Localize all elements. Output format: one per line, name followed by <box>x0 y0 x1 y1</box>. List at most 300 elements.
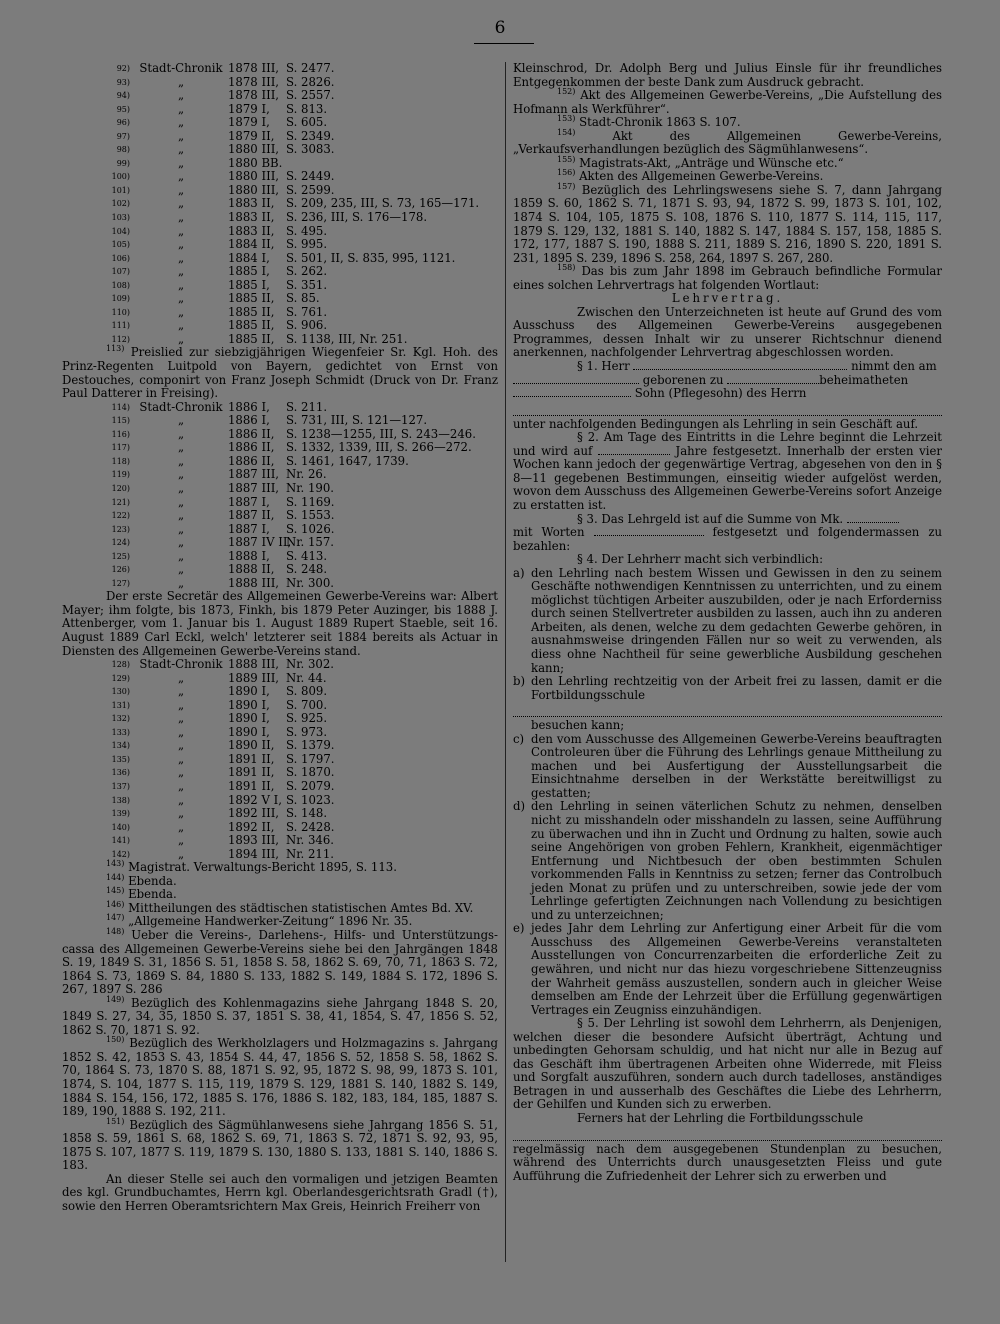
chronik-ref: S. 1797. <box>286 751 335 766</box>
chronik-list-a <box>62 62 498 346</box>
chronik-yr: 1887 I, <box>228 521 270 536</box>
chronik-yr: 1879 II, <box>228 128 275 143</box>
chronik-src: „ <box>177 467 185 482</box>
chronik-entry <box>62 116 498 130</box>
chronik-src: „ <box>177 535 185 550</box>
chronik-src: „ <box>177 196 185 211</box>
chronik-fn: 122) <box>111 511 130 521</box>
chronik-src: „ <box>177 833 185 848</box>
chronik-ref: S. 413. <box>286 548 328 563</box>
chronik-fn: 128) <box>111 660 130 670</box>
chronik-yr: 1888 I, <box>228 548 270 563</box>
paragraph-1-line4: unter nachfolgenden Bedingungen als Lehrling in sein Geschäft auf. <box>513 416 919 431</box>
chronik-yr: 1891 II, <box>228 778 275 793</box>
chronik-ref: S. 1553. <box>286 508 335 523</box>
chronik-yr: 1890 I, <box>228 724 270 739</box>
chronik-fn: 138) <box>111 795 130 805</box>
chronik-ref: S. 1870. <box>286 765 335 780</box>
chronik-src: „ <box>177 237 185 252</box>
chronik-entry <box>62 766 498 780</box>
footnote-151: $^{151)}$ Bezüglich des Sägmühlanwesens siehe Jahrgang 1856 S. 51, 1858 S. 59, 1861 S. 68, 1862 S. 69, 71, 1863 S. 72, 1871 S. 92, 93, 95, 1875 S. 107, 1877 S. 119, 1879 S. 130, 1880 S. 133, 1881 S. 140, 1886 S. 183. <box>62 1116 498 1173</box>
chronik-yr: 1892 V I, <box>228 792 282 807</box>
chronik-yr: 1887 I, <box>228 494 270 509</box>
chronik-src: „ <box>177 521 185 536</box>
footnote-155: $^{155)}$ Magistrats-Akt, „Anträge und Wünsche etc.“ <box>557 154 844 170</box>
chronik-entry <box>62 753 498 767</box>
chronik-entry <box>62 780 498 794</box>
chronik-entry <box>62 279 498 293</box>
chronik-fn: 92) <box>116 64 130 73</box>
left-column <box>62 62 498 1213</box>
chronik-ref: S. 1461, 1647, 1739. <box>286 453 409 468</box>
footnote-154: $^{154)}$ Akt des Allgemeinen Gewerbe-Vereins, „Verkaufsverhandlungen bezüglich des Sägmühlanwesens“. <box>513 127 943 157</box>
chronik-fn: 106) <box>111 253 130 263</box>
chronik-yr: 1887 III, <box>228 480 280 495</box>
chronik-src: „ <box>177 318 185 333</box>
chronik-ref: S. 2449. <box>286 169 335 184</box>
continued-paragraph: Kleinschrod, Dr. Adolph Berg und Julius Einsle für ihr freundliches Entgegenkommen der beste Dank zum Ausdruck gebracht. <box>513 61 942 89</box>
footnote-145: $^{145)}$ Ebenda. <box>106 886 177 902</box>
chronik-fn: 135) <box>111 754 130 764</box>
chronik-fn: 110) <box>111 307 130 317</box>
chronik-ref: S. 813. <box>286 101 328 116</box>
chronik-entry <box>62 455 498 469</box>
chronik-yr: 1892 II, <box>228 819 275 834</box>
chronik-src: „ <box>177 210 185 225</box>
footnote-150: $^{150)}$ Bezüglich des Werkholzlagers und Holzmagazins s. Jahrgang 1852 S. 42, 1853 S. 43, 1854 S. 44, 47, 1856 S. 52, 1858 S. 58, 1862 S. 70, 1864 S. 73, 1870 S. 88, 1871 S. 92, 95, 1872 S. 98, 99, 1873 S. 101, 1874, S. 104, 1877 S. 115, 119, 1879 S. 129, 1881 S. 140, 1882 S. 149, 1884 S. 154, 156, 172, 1885 S. 176, 1886 S. 182, 183, 184, 185, 1887 S. 189, 190, 1888 S. 192, 211. <box>62 1035 498 1119</box>
chronik-entry <box>62 834 498 848</box>
chronik-fn: 126) <box>111 565 130 575</box>
obligation-item <box>513 922 942 1017</box>
chronik-ref: S. 148. <box>286 806 328 821</box>
chronik-fn: 107) <box>111 267 130 277</box>
chronik-fn: 108) <box>111 280 130 290</box>
obligation-text: den Lehrling rechtzeitig von der Arbeit frei zu lassen, damit er die Fortbildungsschule <box>531 674 942 702</box>
chronik-ref: S. 2477. <box>286 61 335 75</box>
chronik-entry <box>62 319 498 333</box>
chronik-fn: 132) <box>111 714 130 724</box>
chronik-yr: 1887 III, <box>228 467 280 482</box>
chronik-entry <box>62 76 498 90</box>
chronik-entry <box>62 157 498 171</box>
chronik-src: Stadt-Chronik <box>139 399 223 414</box>
footnote-153: $^{153)}$ Stadt-Chronik 1863 S. 107. <box>557 114 741 130</box>
chronik-yr: 1883 II, <box>228 223 275 238</box>
chronik-src: „ <box>177 670 185 685</box>
footnote-147: $^{147)}$ „Allgemeine Handwerker-Zeitung“ 1896 Nr. 35. <box>106 913 413 929</box>
chronik-src: „ <box>177 711 185 726</box>
chronik-entry <box>62 306 498 320</box>
chronik-src: „ <box>177 806 185 821</box>
chronik-src: „ <box>177 74 185 89</box>
chronik-yr: 1889 III, <box>228 670 280 685</box>
chronik-yr: 1880 III, <box>228 142 280 157</box>
chronik-entry <box>62 563 498 577</box>
chronik-yr: 1890 II, <box>228 738 275 753</box>
chronik-yr: 1883 II, <box>228 210 275 225</box>
chronik-yr: 1884 II, <box>228 237 275 252</box>
chronik-yr: 1885 II, <box>228 291 275 306</box>
obligation-text: den vom Ausschusse des Allgemeinen Gewerbe-Vereins beauftragten Controleuren über die Führung des Lehrlings genaue Mittheilung zu machen und bei Ausfertigung der Ausstellungsarbeit die Einsichtnahme derselben in der Werkstätte bereitwilligst zu gestatten; <box>531 731 942 800</box>
paragraph-4: § 4. Der Lehrherr macht sich verbindlich: <box>577 552 824 567</box>
chronik-yr: 1887 IV II, <box>228 535 292 550</box>
chronik-src: Stadt-Chronik <box>139 657 223 672</box>
contract-title: Lehrvertrag. <box>671 291 784 306</box>
chronik-ref: S. 2599. <box>286 182 335 197</box>
chronik-fn: 104) <box>111 226 130 236</box>
chronik-entry <box>62 550 498 564</box>
chronik-yr: 1892 III, <box>228 806 280 821</box>
chronik-yr: 1878 III, <box>228 88 280 103</box>
chronik-entry <box>62 712 498 726</box>
chronik-ref: S. 209, 235, III, S. 73, 165—171. <box>286 196 480 211</box>
obligation-text: den Lehrling in seinen väterlichen Schutz zu nehmen, denselben nicht zu misshandeln oder misshandeln zu lassen, seine Aufführung zu überwachen und ihn in Zucht und Ordnung zu halten, sowie auch seine Angehörigen von groben Fehlern, Krankheit, eigenmächtiger Entfernung und Nichtbesuch der oben bestimmten Schulen vorkommenden Falls in Kenntniss zu setzen; ferner das Controlbuch jeden Monat zu prüfen und zu unterschreiben, sowie jede der vom Lehrlinge gefertigten Zeichnungen nach Vollendung zu besichtigen und zu unterzeichnen; <box>531 799 942 922</box>
chronik-src: „ <box>177 142 185 157</box>
chronik-fn: 127) <box>111 578 130 588</box>
chronik-src: „ <box>177 453 185 468</box>
blank-school-line-2 <box>513 1127 942 1141</box>
chronik-ref: S. 906. <box>286 318 328 333</box>
chronik-src: „ <box>177 440 185 455</box>
obligation-label: a) <box>513 565 525 580</box>
besuchen-line: besuchen kann; <box>531 718 625 733</box>
chronik-fn: 119) <box>111 470 130 480</box>
chronik-yr: 1878 III, <box>228 61 280 75</box>
column-divider <box>505 62 506 1262</box>
chronik-fn: 142) <box>111 849 130 859</box>
chronik-yr: 1883 II, <box>228 196 275 211</box>
chronik-fn: 114) <box>111 402 130 412</box>
blank-place-field <box>727 383 819 384</box>
chronik-entry <box>62 89 498 103</box>
chronik-fn: 102) <box>111 199 130 209</box>
chronik-yr: 1880 III, <box>228 169 280 184</box>
chronik-src: Stadt-Chronik <box>139 61 223 75</box>
chronik-list-c <box>62 658 498 861</box>
chronik-ref: S. 262. <box>286 264 328 279</box>
chronik-fn: 105) <box>111 240 130 250</box>
chronik-ref: S. 2428. <box>286 819 335 834</box>
obligations-list-a <box>513 567 942 702</box>
footnote-157: $^{157)}$ Bezüglich des Lehrlingswesens siehe S. 7, dann Jahrgang 1859 S. 60, 1862 S. 71, 1871 S. 93, 94, 1872 S. 99, 1873 S. 101, 102, 1874 S. 104, 105, 1875 S. 108, 1876 S. 110, 1877 S. 114, 115, 117, 1879 S. 129, 132, 1881 S. 140, 1882 S. 147, 1884 S. 157, 158, 1885 S. 172, 177, 1887 S. 190, 1888 S. 211, 1889 S. 216, 1890 S. 220, 1891 S. 231, 1895 S. 239, 1896 S. 258, 264, 1897 S. 267, 280. <box>513 182 942 265</box>
chronik-entry <box>62 170 498 184</box>
chronik-src: „ <box>177 819 185 834</box>
chronik-src: „ <box>177 697 185 712</box>
chronik-yr: 1885 II, <box>228 304 275 319</box>
chronik-src: „ <box>177 250 185 265</box>
chronik-ref: Nr. 26. <box>286 467 327 482</box>
chronik-ref: S. 2349. <box>286 128 335 143</box>
chronik-yr: 1891 II, <box>228 765 275 780</box>
chronik-yr: 1890 I, <box>228 711 270 726</box>
chronik-src: „ <box>177 846 185 861</box>
footnote-152: $^{152)}$ Akt des Allgemeinen Gewerbe-Vereins, „Die Aufstellung des Hofmann als Werkführer“. <box>513 87 942 116</box>
chronik-fn: 121) <box>111 497 130 507</box>
chronik-src: „ <box>177 792 185 807</box>
chronik-fn: 133) <box>111 727 130 737</box>
chronik-entry <box>62 62 498 76</box>
chronik-ref: S. 731, III, S. 121—127. <box>286 413 428 428</box>
chronik-src: „ <box>177 331 185 346</box>
chronik-yr: 1886 II, <box>228 440 275 455</box>
chronik-entry <box>62 739 498 753</box>
chronik-entry <box>62 292 498 306</box>
chronik-entry <box>62 699 498 713</box>
chronik-fn: 139) <box>111 809 130 819</box>
chronik-yr: 1894 III, <box>228 846 280 861</box>
obligations-list-b <box>513 733 942 1017</box>
obligation-label: c) <box>513 731 525 746</box>
chronik-src: „ <box>177 182 185 197</box>
footnote-158: $^{158)}$ Das bis zum Jahr 1898 im Gebrauch befindliche Formular eines solchen Lehrvertrags hat folgenden Wortlaut: <box>513 263 942 292</box>
chronik-yr: 1888 II, <box>228 562 275 577</box>
chronik-fn: 129) <box>111 673 130 683</box>
chronik-entry <box>62 401 498 415</box>
chronik-yr: 1879 I, <box>228 115 270 130</box>
chronik-src: „ <box>177 548 185 563</box>
chronik-entry <box>62 807 498 821</box>
chronik-yr: 1880 III, <box>228 182 280 197</box>
chronik-src: „ <box>177 778 185 793</box>
chronik-ref: Nr. 300. <box>286 575 334 590</box>
chronik-fn: 112) <box>111 334 130 344</box>
chronik-src: „ <box>177 738 185 753</box>
paragraph-3: § 3. Das Lehrgeld ist auf die Summe von Mk. mit Worten festgesetzt und folgendermassen zu bezahlen: <box>513 511 943 553</box>
chronik-entry <box>62 577 498 591</box>
chronik-entry <box>62 685 498 699</box>
chronik-entry <box>62 414 498 428</box>
chronik-src: „ <box>177 155 185 170</box>
paragraph-1-line3: Sohn (Pflegesohn) des Herrn <box>513 387 942 401</box>
chronik-entry <box>62 103 498 117</box>
chronik-fn: 134) <box>111 741 130 751</box>
chronik-entry <box>62 225 498 239</box>
chronik-ref: S. 809. <box>286 684 328 699</box>
chronik-fn: 97) <box>116 131 130 141</box>
chronik-yr: 1885 I, <box>228 264 270 279</box>
footnote-144: $^{144)}$ Ebenda. <box>106 872 177 888</box>
chronik-entry <box>62 536 498 550</box>
chronik-fn: 111) <box>111 321 130 331</box>
chronik-fn: 140) <box>111 822 130 832</box>
chronik-ref: S. 501, II, S. 835, 995, 1121. <box>286 250 456 265</box>
chronik-fn: 118) <box>111 456 130 466</box>
chronik-ref: S. 248. <box>286 562 328 577</box>
chronik-ref: S. 1138, III, Nr. 251. <box>286 331 408 346</box>
paragraph-5: § 5. Der Lehrling ist sowohl dem Lehrherrn, als Denjenigen, welchen dieser die besondere Aufsicht überträgt, Achtung und unbedingten Gehorsam schuldig, und hat nicht nur alle in Bezug auf das Geschäft ihm übertragenen Arbeiten ohne Widerrede, mit Fleiss und Sorgfalt auszuführen, sondern auch durch tadelloses, anständiges Betragen in und ausserhalb des Geschäftes die Liebe des Lehrherrn, der Gehilfen und Kunden sich zu erwerben. <box>513 1016 942 1112</box>
chronik-ref: Nr. 190. <box>286 480 334 495</box>
chronik-ref: S. 351. <box>286 277 328 292</box>
chronik-yr: 1878 III, <box>228 74 280 89</box>
chronik-yr: 1885 II, <box>228 318 275 333</box>
chronik-ref: S. 1332, 1339, III, S. 266—272. <box>286 440 472 455</box>
chronik-entry <box>62 130 498 144</box>
chronik-ref: S. 2557. <box>286 88 335 103</box>
chronik-src: „ <box>177 751 185 766</box>
chronik-entry <box>62 658 498 672</box>
chronik-src: „ <box>177 169 185 184</box>
footnote-113: $^{113)}$ Preislied zur siebzigjährigen Wiegenfeier Sr. Kgl. Hoh. des Prinz-Regenten Luitpold von Bayern, gedichtet von Ernst von Destouches, componirt von Franz Joseph Schmidt (Druck von Dr. Franz Paul Datterer in Freising). <box>62 344 498 401</box>
paragraph-2: § 2. Am Tage des Eintritts in die Lehre beginnt die Lehrzeit und wird auf Jahre festgesetzt. Innerhalb der ersten vier Wochen kann jedoch der gegenwärtige Vertrag, abgesehen von den in § 8—11 gegebenen Bestimmungen, einseitig wieder aufgelöst werden, wovon dem Ausschuss des Allgemeinen Gewerbe-Vereins sofort Anzeige zu erstatten ist. <box>513 430 943 512</box>
chronik-ref: S. 2826. <box>286 74 335 89</box>
chronik-ref: S. 700. <box>286 697 328 712</box>
chronik-src: „ <box>177 115 185 130</box>
chronik-entry <box>62 482 498 496</box>
chronik-yr: 1891 II, <box>228 751 275 766</box>
contract-intro: Zwischen den Unterzeichneten ist heute auf Grund des vom Ausschuss des Allgemeinen Gewerbe-Vereins ausgegebenen Programmes, dessen Inhalt wir zu unserer Richtschnur dienend anerkennen, nachfolgender Lehrvertrag abgeschlossen worden. <box>513 304 942 360</box>
chronik-src: „ <box>177 494 185 509</box>
chronik-entry <box>62 726 498 740</box>
chronik-ref: S. 995. <box>286 237 328 252</box>
chronik-fn: 95) <box>116 104 130 114</box>
chronik-src: „ <box>177 291 185 306</box>
chronik-fn: 116) <box>111 429 130 439</box>
chronik-ref: S. 605. <box>286 115 328 130</box>
obligation-item <box>513 567 942 675</box>
chronik-ref: S. 925. <box>286 711 328 726</box>
chronik-yr: 1886 II, <box>228 453 275 468</box>
chronik-src: „ <box>177 277 185 292</box>
chronik-entry <box>62 252 498 266</box>
secretaer-paragraph: Der erste Secretär des Allgemeinen Gewerbe-Vereins war: Albert Mayer; ihm folgte, bis 1873, Finkh, bis 1879 Peter Auzinger, bis 1888 J. Attenberger, vom 1. Januar bis 1. August 1889 Rupert Staeble, seit 16. August 1889 Carl Eckl, welch' letzterer seit 1884 bereits als Actuar in Diensten des Allgemeinen Gewerbe-Vereins stand. <box>62 589 498 658</box>
chronik-src: „ <box>177 684 185 699</box>
chronik-src: „ <box>177 223 185 238</box>
footnote-143: $^{143)}$ Magistrat. Verwaltungs-Bericht 1895, S. 113. <box>106 859 397 875</box>
obligation-item <box>513 733 942 801</box>
chronik-entry <box>62 794 498 808</box>
chronik-entry <box>62 509 498 523</box>
chronik-src: „ <box>177 724 185 739</box>
chronik-entry <box>62 184 498 198</box>
obligation-label: d) <box>513 799 526 814</box>
chronik-entry <box>62 496 498 510</box>
chronik-ref: S. 761. <box>286 304 328 319</box>
chronik-fn: 124) <box>111 538 130 548</box>
obligation-label: e) <box>513 921 525 936</box>
chronik-ref: S. 1023. <box>286 792 335 807</box>
chronik-entry <box>62 265 498 279</box>
chronik-ref: S. 1026. <box>286 521 335 536</box>
page-number-rule <box>474 43 534 44</box>
chronik-fn: 131) <box>111 700 130 710</box>
chronik-yr: 1880 BB. <box>228 155 283 170</box>
chronik-fn: 137) <box>111 781 130 791</box>
chronik-ref: Nr. 44. <box>286 670 327 685</box>
chronik-entry <box>62 821 498 835</box>
chronik-src: „ <box>177 562 185 577</box>
chronik-fn: 120) <box>111 483 130 493</box>
chronik-fn: 123) <box>111 524 130 534</box>
chronik-src: „ <box>177 480 185 495</box>
ferner-line: Ferners hat der Lehrling die Fortbildungsschule <box>577 1111 864 1126</box>
chronik-ref: Nr. 157. <box>286 535 334 550</box>
chronik-list-b <box>62 401 498 591</box>
blank-parent-line <box>513 402 942 416</box>
blank-years-field <box>598 454 670 455</box>
chronik-yr: 1879 I, <box>228 101 270 116</box>
chronik-ref: S. 495. <box>286 223 328 238</box>
blank-home-field <box>513 396 631 397</box>
chronik-ref: S. 3083. <box>286 142 335 157</box>
right-column <box>513 62 942 1183</box>
chronik-ref: S. 973. <box>286 724 328 739</box>
chronik-src: „ <box>177 575 185 590</box>
chronik-fn: 130) <box>111 687 130 697</box>
chronik-ref: S. 2079. <box>286 778 335 793</box>
chronik-fn: 99) <box>116 158 130 168</box>
chronik-yr: 1886 I, <box>228 413 270 428</box>
regel-paragraph: regelmässig nach dem ausgegebenen Stundenplan zu besuchen, während des Unterrichts durch unausgesetzten Fleiss und gute Aufführung die Zufriedenheit der Lehrer sich zu erwerben und <box>513 1141 942 1183</box>
chronik-src: „ <box>177 508 185 523</box>
chronik-fn: 136) <box>111 768 130 778</box>
chronik-ref <box>286 157 498 171</box>
chronik-fn: 101) <box>111 185 130 195</box>
chronik-ref: S. 236, III, S. 176—178. <box>286 210 428 225</box>
chronik-fn: 93) <box>116 77 130 87</box>
chronik-yr: 1886 I, <box>228 399 270 414</box>
chronik-entry <box>62 197 498 211</box>
footnote-149: $^{149)}$ Bezüglich des Kohlenmagazins siehe Jahrgang 1848 S. 20, 1849 S. 27, 34, 35, 1850 S. 37, 1851 S. 38, 41, 1854, S. 47, 1856 S. 52, 1862 S. 70, 1871 S. 92. <box>62 994 498 1037</box>
chronik-src: „ <box>177 264 185 279</box>
chronik-yr: 1886 II, <box>228 426 275 441</box>
chronik-ref: Nr. 302. <box>286 657 334 672</box>
obligation-text: den Lehrling nach bestem Wissen und Gewissen in den zu seinem Geschäfte nothwendigen Kenntnissen zu unterrichten, und zu einem möglichst tüchtigen Arbeiter auszubilden, oder je nach Erforderniss durch seinen Stellvertreter ausbilden zu lassen, auch ihn zu anderen Arbeiten, als denen, welche zu dem gedachten Gewerbe gehören, in ausnahmsweise dringenden Fällen nur so weit zu verwenden, als diess ohne Nachtheil für seine gewerbliche Ausbildung geschehen kann; <box>531 565 942 675</box>
footnote-146: $^{146)}$ Mittheilungen des städtischen statistischen Amtes Bd. XV. <box>106 900 474 915</box>
chronik-yr: 1888 III, <box>228 657 280 672</box>
chronik-fn: 117) <box>111 443 130 453</box>
chronik-src: „ <box>177 88 185 103</box>
chronik-fn: 100) <box>111 172 130 182</box>
footnote-156: $^{156)}$ Akten des Allgemeinen Gewerbe-Vereins. <box>557 168 824 184</box>
paragraph-1-line1: § 1. Herr nimmt den am <box>577 359 937 374</box>
chronik-ref: Nr. 346. <box>286 833 334 848</box>
chronik-yr: 1888 III, <box>228 575 280 590</box>
chronik-yr: 1890 I, <box>228 697 270 712</box>
chronik-src: „ <box>177 413 185 428</box>
chronik-fn: 109) <box>111 294 130 304</box>
blank-name-field <box>633 369 847 370</box>
chronik-fn: 103) <box>111 213 130 223</box>
chronik-entry <box>62 441 498 455</box>
chronik-entry <box>62 143 498 157</box>
chronik-src: „ <box>177 426 185 441</box>
blank-date-field <box>513 383 639 384</box>
paragraph-1-line2: geborenen zu beheimatheten <box>513 374 942 388</box>
acknowledgement-paragraph: An dieser Stelle sei auch den vormaligen und jetzigen Beamten des kgl. Grundbuchamtes, Herrn kgl. Oberlandesgerichtsrath Gradl (†), sowie den Herren Oberamtsrichtern Max Greis, Heinrich Freiherr von <box>62 1171 498 1213</box>
blank-words-field <box>594 535 704 536</box>
obligation-item <box>513 800 942 922</box>
chronik-entry <box>62 468 498 482</box>
chronik-fn: 96) <box>116 118 130 128</box>
chronik-entry <box>62 211 498 225</box>
chronik-yr: 1887 II, <box>228 508 275 523</box>
chronik-entry <box>62 672 498 686</box>
obligation-item <box>513 675 942 702</box>
chronik-yr: 1884 I, <box>228 250 270 265</box>
chronik-src: „ <box>177 101 185 116</box>
chronik-entry <box>62 428 498 442</box>
page-number: 6 <box>494 18 506 38</box>
blank-school-line <box>513 703 942 717</box>
chronik-ref: S. 211. <box>286 399 328 414</box>
chronik-yr: 1885 II, <box>228 331 275 346</box>
chronik-fn: 98) <box>116 145 130 155</box>
chronik-yr: 1893 III, <box>228 833 280 848</box>
chronik-fn: 125) <box>111 551 130 561</box>
chronik-fn: 94) <box>116 91 130 101</box>
blank-sum-field <box>847 522 899 523</box>
chronik-fn: 141) <box>111 836 130 846</box>
